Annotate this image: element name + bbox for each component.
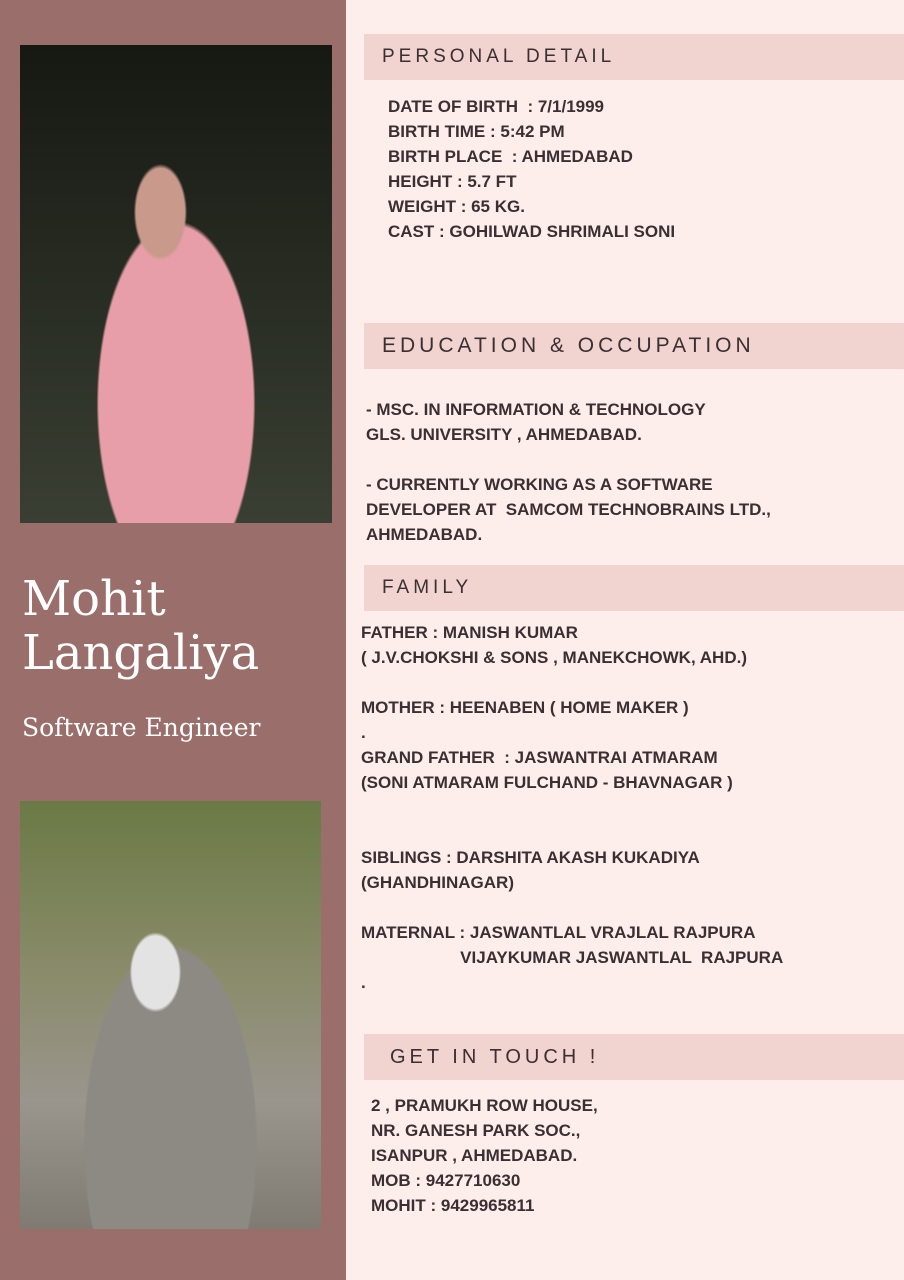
detail-line: VIJAYKUMAR JASWANTLAL RAJPURA [361, 948, 784, 967]
personal-header: PERSONAL DETAIL [364, 34, 904, 80]
family-header: FAMILY [364, 565, 904, 611]
outdoor-photo [20, 801, 321, 1229]
detail-line: . [361, 973, 366, 992]
job-title: Software Engineer [22, 713, 261, 742]
contact-details [371, 1093, 598, 1218]
detail-line: DEVELOPER AT SAMCOM TECHNOBRAINS LTD., [366, 500, 771, 519]
detail-line: SIBLINGS : DARSHITA AKASH KUKADIYA [361, 848, 700, 867]
detail-line: BIRTH TIME : 5:42 PM [388, 122, 565, 141]
family-details [361, 620, 783, 995]
detail-line: . [361, 723, 366, 742]
detail-line: MOB : 9427710630 [371, 1171, 521, 1190]
first-name: Mohit [22, 571, 166, 627]
detail-line: GLS. UNIVERSITY , AHMEDABAD. [366, 425, 642, 444]
full-name [22, 572, 259, 680]
personal-details [388, 94, 675, 244]
left-panel [0, 0, 346, 1280]
detail-line: - CURRENTLY WORKING AS A SOFTWARE [366, 475, 713, 494]
detail-line: NR. GANESH PARK SOC., [371, 1121, 581, 1140]
detail-line: 2 , PRAMUKH ROW HOUSE, [371, 1096, 598, 1115]
detail-line: MOHIT : 9429965811 [371, 1196, 535, 1215]
detail-line: - MSC. IN INFORMATION & TECHNOLOGY [366, 400, 706, 419]
education-details [366, 397, 771, 547]
detail-line: ( J.V.CHOKSHI & SONS , MANEKCHOWK, AHD.) [361, 648, 747, 667]
detail-line: CAST : GOHILWAD SHRIMALI SONI [388, 222, 676, 241]
detail-line: ISANPUR , AHMEDABAD. [371, 1146, 578, 1165]
detail-line: DATE OF BIRTH : 7/1/1999 [388, 97, 605, 116]
detail-line [361, 895, 783, 920]
education-header: EDUCATION & OCCUPATION [364, 323, 904, 369]
detail-line: BIRTH PLACE : AHMEDABAD [388, 147, 633, 166]
detail-line: AHMEDABAD. [366, 525, 483, 544]
last-name: Langaliya [22, 625, 260, 681]
detail-line: WEIGHT : 65 KG. [388, 197, 525, 216]
detail-line: GRAND FATHER : JASWANTRAI ATMARAM [361, 748, 718, 767]
detail-line [361, 670, 783, 695]
contact-header: GET IN TOUCH ! [364, 1034, 904, 1080]
detail-line: MATERNAL : JASWANTLAL VRAJLAL RAJPURA [361, 923, 756, 942]
detail-line: FATHER : MANISH KUMAR [361, 623, 578, 642]
detail-line: (SONI ATMARAM FULCHAND - BHAVNAGAR ) [361, 773, 733, 792]
detail-line [366, 447, 771, 472]
portrait-photo [20, 45, 332, 523]
detail-line: HEIGHT : 5.7 FT [388, 172, 517, 191]
detail-line [361, 820, 783, 845]
detail-line: (GHANDHINAGAR) [361, 873, 514, 892]
detail-line: MOTHER : HEENABEN ( HOME MAKER ) [361, 698, 689, 717]
detail-line [361, 795, 783, 820]
